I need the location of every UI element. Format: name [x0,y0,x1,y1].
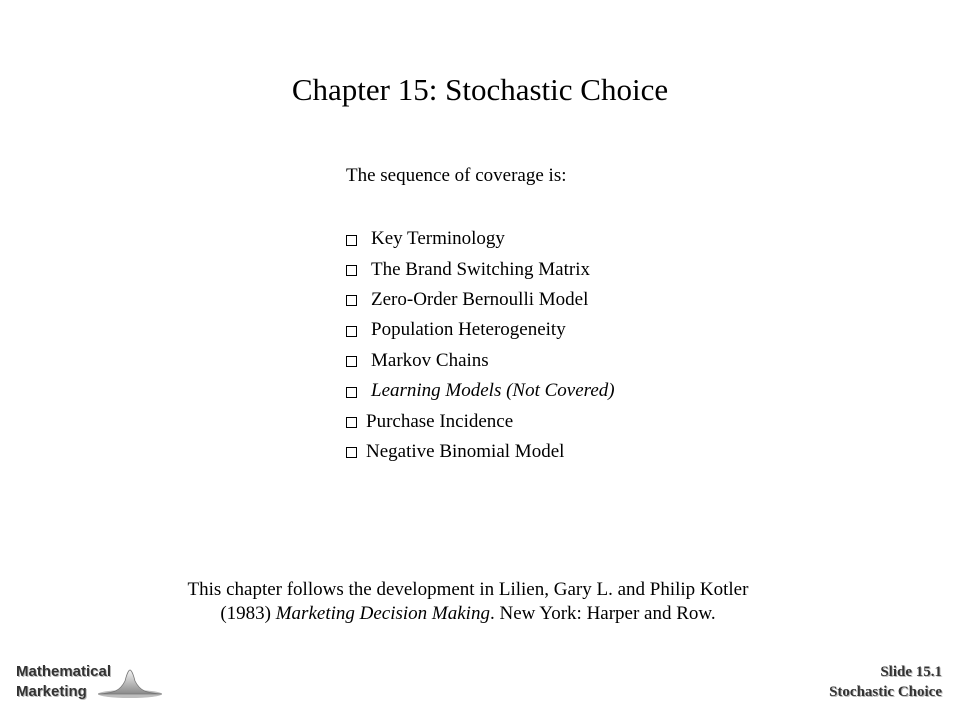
slide-footer [829,662,942,702]
list-item: Markov Chains [346,346,615,376]
slide-chapter-name: Stochastic Choice [829,684,942,700]
list-item: Key Terminology [346,224,615,254]
checkbox-square-icon [346,356,357,367]
checkbox-square-icon [346,235,357,246]
page-title: Chapter 15: Stochastic Choice [291,72,669,107]
logo-text: Mathematical Marketing [16,663,112,700]
list-item: Zero-Order Bernoulli Model [346,285,615,315]
checkbox-square-icon [346,417,357,428]
list-item: The Brand Switching Matrix [346,254,615,284]
topic-list [346,224,615,467]
coverage-intro: The sequence of coverage is: [346,165,567,186]
list-item: Learning Models (Not Covered) [346,376,615,406]
checkbox-square-icon [346,326,357,337]
book-title: Marketing Decision Making [275,603,490,624]
checkbox-square-icon [346,447,357,458]
list-item: Population Heterogeneity [346,315,615,345]
credit-line-1: This chapter follows the development in Lilien, Gary L. and Philip Kotler [187,579,749,600]
checkbox-square-icon [346,295,357,306]
checkbox-square-icon [346,387,357,398]
list-item: Purchase Incidence [346,406,615,436]
credit-line-2: (1983) Marketing Decision Making. New York: Harper and Row. [220,603,716,624]
list-item: Negative Binomial Model [346,437,615,467]
checkbox-square-icon [346,265,357,276]
source-credit [0,578,936,626]
slide-number: Slide 15.1 [880,664,942,680]
logo [16,662,166,710]
